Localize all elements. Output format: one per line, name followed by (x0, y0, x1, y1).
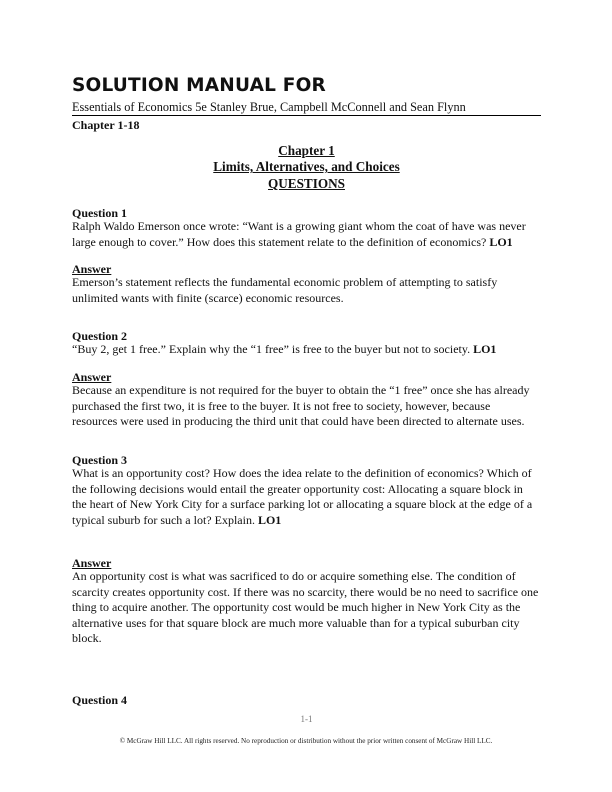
answer-3-text (72, 569, 542, 647)
question-3-text (72, 466, 542, 528)
learning-objective: LO1 (257, 512, 282, 527)
answer-2-line: resources were used in producing the third unit that could have been directed to alternate uses. (72, 414, 525, 428)
question-2-line: “Buy 2, get 1 free.” Explain why the “1 free” is free to the buyer but not to society. LO1 (72, 342, 497, 356)
question-1-text (72, 219, 542, 250)
header-rule (72, 115, 541, 116)
question-3-line: What is an opportunity cost? How does the idea relate to the definition of economics? Which of (72, 466, 532, 480)
answer-2-line: purchased the first two, it is free to the buyer. It is not free to society, however, because (72, 398, 491, 413)
answer-3-line: thing to acquire another. The opportunity cost would be much higher in New York City as the (72, 600, 521, 614)
answer-1-line: Emerson’s statement reflects the fundamental economic problem of attempting to satisfy (72, 275, 498, 289)
chapters-range: Chapter 1-18 (72, 118, 140, 132)
question-3-line: typical suburb for such a lot? Explain. LO1 (72, 512, 282, 527)
question-1-line: large enough to cover.” How does this statement relate to the definition of economics? LO1 (72, 234, 513, 249)
chapter-title: Limits, Alternatives, and Choices (213, 159, 400, 174)
book-subtitle: Essentials of Economics 5e Stanley Brue, Campbell McConnell and Sean Flynn (72, 100, 466, 114)
page-number: 1-1 (300, 714, 313, 724)
copyright-notice: © McGraw Hill LLC. All rights reserved. No reproduction or distribution without the prior written consent of McGraw Hill LLC. (119, 737, 493, 745)
learning-objective: LO1 (489, 234, 513, 249)
document-banner: SOLUTION MANUAL FOR (72, 75, 326, 96)
answer-3-line: scarcity creates opportunity cost. If there was no scarcity, there would be no need to sacrifice one (72, 584, 539, 599)
answer-1-heading: Answer (72, 262, 112, 276)
question-1-heading: Question 1 (72, 206, 128, 220)
question-3-line: the heart of New York City for a surface parking lot or allocating a square block at the edge of a (72, 497, 533, 511)
answer-2-line: Because an expenditure is not required for the buyer to obtain the “1 free” once she has already (72, 383, 530, 397)
answer-1-text (72, 275, 542, 306)
question-3-heading: Question 3 (72, 453, 128, 467)
question-2-heading: Question 2 (72, 329, 128, 343)
chapter-number: Chapter 1 (278, 143, 335, 158)
learning-objective: LO1 (473, 342, 497, 356)
question-1-line: Ralph Waldo Emerson once wrote: “Want is a growing giant whom the coat of have was never (72, 219, 526, 233)
answer-3-line: block. (72, 631, 102, 645)
answer-2-heading: Answer (72, 370, 112, 384)
answer-2-text (72, 383, 542, 430)
answer-3-line: alternative uses for that square block are much more valuable than for a typical suburban city (72, 615, 520, 630)
answer-3-line: An opportunity cost is what was sacrificed to do or acquire something else. The condition of (72, 569, 516, 583)
question-4-heading: Question 4 (72, 693, 128, 707)
question-2-text (72, 342, 542, 358)
section-title: QUESTIONS (268, 176, 345, 191)
question-3-line: the following decisions would entail the greater opportunity cost: Allocating a square block in (72, 481, 523, 496)
answer-3-heading: Answer (72, 556, 112, 570)
answer-1-line: unlimited wants with finite (scarce) economic resources. (72, 290, 344, 305)
